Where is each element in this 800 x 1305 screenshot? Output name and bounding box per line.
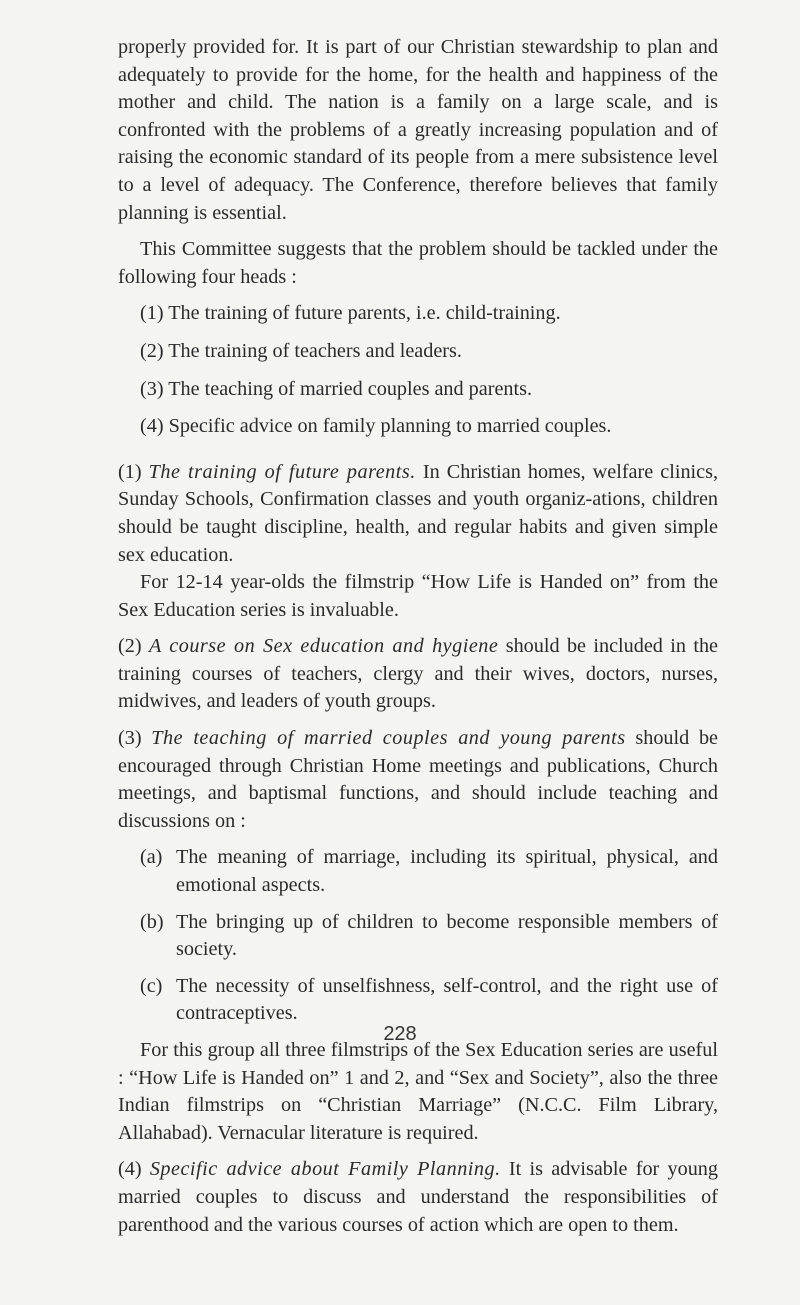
section-3-text: should be encouraged through Christian Home meetings and publications, Church meetings, and baptismal functions, and should include teaching and discussions on : (118, 727, 719, 832)
head-item-2: (2) The training of teachers and leaders. (140, 339, 462, 362)
section-3-item-c (118, 973, 718, 1028)
section-3-paragraph (118, 725, 718, 835)
section-3-item-a (118, 844, 718, 899)
head-item-3: (3) The teaching of married couples and parents. (140, 377, 533, 400)
section-3-filmstrips-paragraph: For this group all three filmstrips of the Sex Education series are useful : “How Life is Handed on” 1 and 2, and “Sex and Society”, also the three Indian filmstrips on “Christian Marriage” (N.C.C. Film Library, Allahabad). Vernacular literature is required. (118, 1039, 718, 1144)
head-item-1: (1) The training of future parents, i.e. child-training. (140, 302, 561, 325)
item-a-label: (a) (140, 846, 163, 869)
section-2-paragraph (118, 633, 718, 716)
item-c-label: (c) (140, 974, 163, 997)
heads-list (118, 300, 718, 440)
section-4-number: (4) (118, 1158, 142, 1181)
item-a-text: The meaning of marriage, including its spiritual, physical, and emotional aspects. (176, 846, 718, 897)
paragraph-stewardship: properly provided for. It is part of our Christian stewardship to plan and adequately to provide for the home, for the health and happiness of the mother and child. The nation is a family on a large scale, and is confronted with the problems of a greatly increasing population and of raising the economic standard of its people from a mere subsistence level to a level of adequacy. The Conference, therefore believes that family planning is essential. (118, 36, 718, 224)
section-3-item-b (118, 909, 718, 964)
section-2-number: (2) (118, 635, 142, 658)
section-2-text: should be included in the training courses of teachers, clergy and their wives, doctors, nurses, midwives, and leaders of youth groups. (118, 635, 719, 713)
section-2-title: A course on Sex education and hygiene (148, 635, 499, 658)
paragraph-four-heads-intro: This Committee suggests that the problem should be tackled under the following four heads : (118, 238, 718, 288)
page-number: 228 (383, 1023, 417, 1045)
section-3-title: The teaching of married couples and young parents (151, 727, 626, 750)
section-4-text: It is advisable for young married couples to discuss and understand the responsibilities of parenthood and the various courses of action which are open to them. (118, 1158, 718, 1236)
section-1-number: (1) (118, 460, 142, 483)
item-c-text: The necessity of unselfishness, self-control, and the right use of contraceptives. (176, 974, 718, 1025)
item-b-text: The bringing up of children to become responsible members of society. (176, 910, 718, 961)
section-3-number: (3) (118, 727, 142, 750)
section-4-title: Specific advice about Family Planning. (149, 1158, 501, 1181)
section-4-paragraph (118, 1156, 718, 1239)
section-1-filmstrip-paragraph: For 12-14 year-olds the filmstrip “How Life is Handed on” from the Sex Education series is invaluable. (118, 571, 718, 621)
section-1-text: In Christian homes, welfare clinics, Sunday Schools, Confirmation classes and youth organiz-ations, children should be taught discipline, health, and regular habits and given simple sex education. (118, 460, 719, 566)
head-item-4: (4) Specific advice on family planning to married couples. (140, 415, 612, 438)
item-b-label: (b) (140, 910, 164, 933)
section-1-paragraph (118, 459, 718, 569)
section-1-title: The training of future parents. (148, 460, 416, 483)
